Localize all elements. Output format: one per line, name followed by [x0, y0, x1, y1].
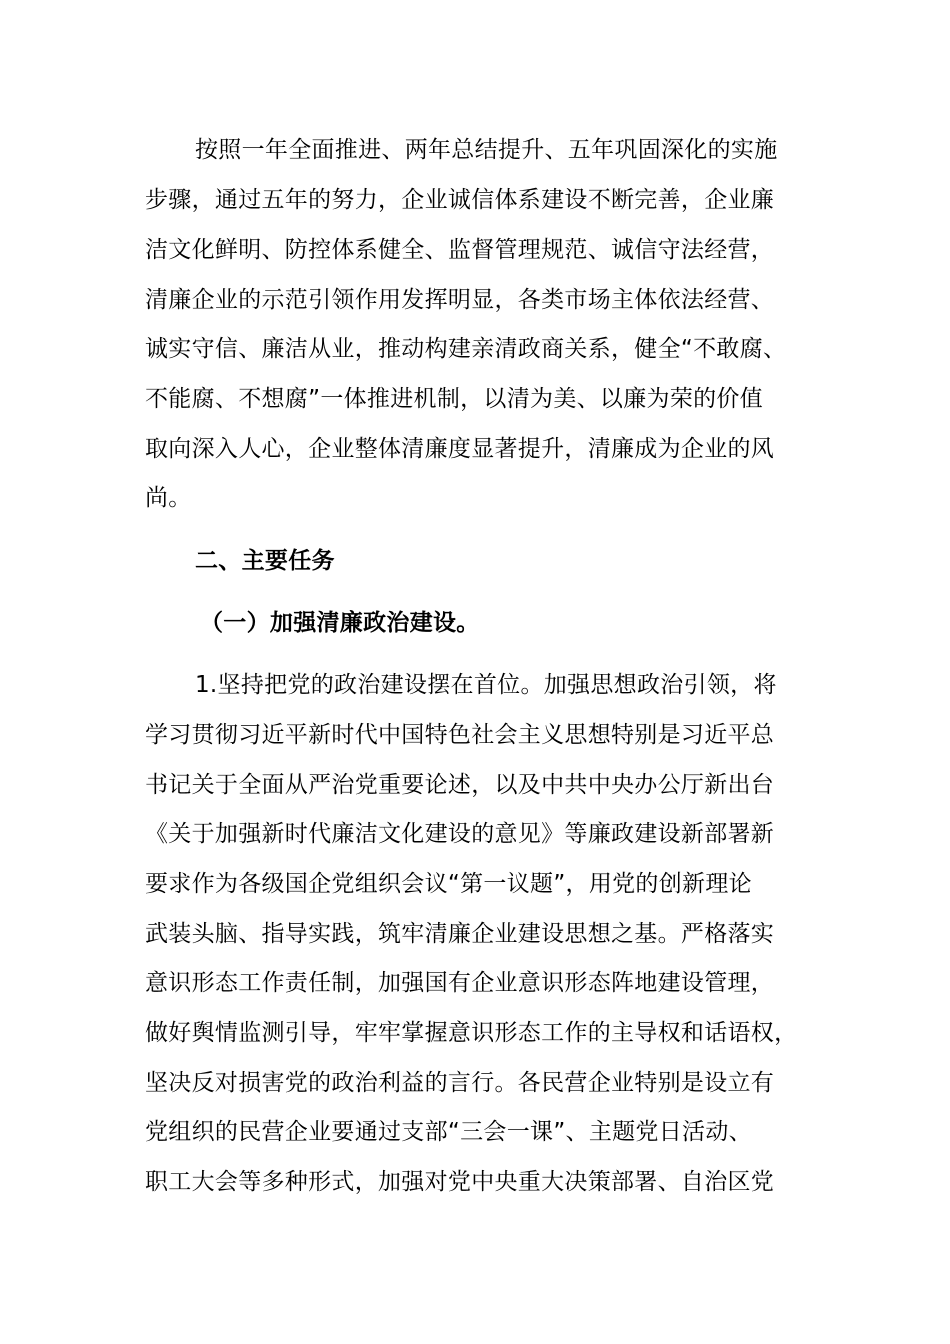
paragraph-line: 意识形态工作责任制，加强国有企业意识形态阵地建设管理， [145, 970, 775, 996]
paragraph-line: 洁文化鲜明、防控体系健全、监督管理规范、诚信守法经营， [145, 237, 775, 263]
paragraph-line: 要求作为各级国企党组织会议“第一议题”，用党的创新理论 [145, 871, 752, 897]
paragraph-line: 取向深入人心，企业整体清廉度显著提升，清廉成为企业的风 [145, 436, 775, 462]
paragraph-line: 尚。 [145, 485, 192, 511]
paragraph-line: 清廉企业的示范引领作用发挥明显，各类市场主体依法经营、 [145, 287, 775, 313]
paragraph-line: 学习贯彻习近平新时代中国特色社会主义思想特别是习近平总 [145, 722, 775, 748]
section-heading: 二、主要任务 [195, 548, 335, 574]
paragraph-line: 不能腐、不想腐”一体推进机制，以清为美、以廉为荣的价值 [145, 386, 764, 412]
paragraph-line: 做好舆情监测引导，牢牢掌握意识形态工作的主导权和话语权， [145, 1020, 798, 1046]
subsection-heading: （一）加强清廉政治建设。 [200, 610, 480, 636]
paragraph-line: 党组织的民营企业要通过支部“三会一课”、主题党日活动、 [145, 1119, 752, 1145]
paragraph-line: 步骤，通过五年的努力，企业诚信体系建设不断完善，企业廉 [145, 187, 775, 213]
paragraph-line: 坚决反对损害党的政治利益的言行。各民营企业特别是设立有 [145, 1070, 775, 1096]
paragraph-line: 《关于加强新时代廉洁文化建设的意见》等廉政建设新部署新 [145, 821, 775, 847]
paragraph-line: 职工大会等多种形式，加强对党中央重大决策部署、自治区党 [145, 1169, 775, 1195]
paragraph-line: 书记关于全面从严治党重要论述，以及中共中央办公厅新出台 [145, 772, 775, 798]
paragraph-line: 诚实守信、廉洁从业，推动构建亲清政商关系，健全“不敢腐、 [145, 336, 787, 362]
paragraph-line: 1.坚持把党的政治建设摆在首位。加强思想政治引领，将 [195, 672, 777, 698]
paragraph-line: 武装头脑、指导实践，筑牢清廉企业建设思想之基。严格落实 [145, 921, 775, 947]
paragraph-line: 按照一年全面推进、两年总结提升、五年巩固深化的实施 [195, 137, 778, 163]
